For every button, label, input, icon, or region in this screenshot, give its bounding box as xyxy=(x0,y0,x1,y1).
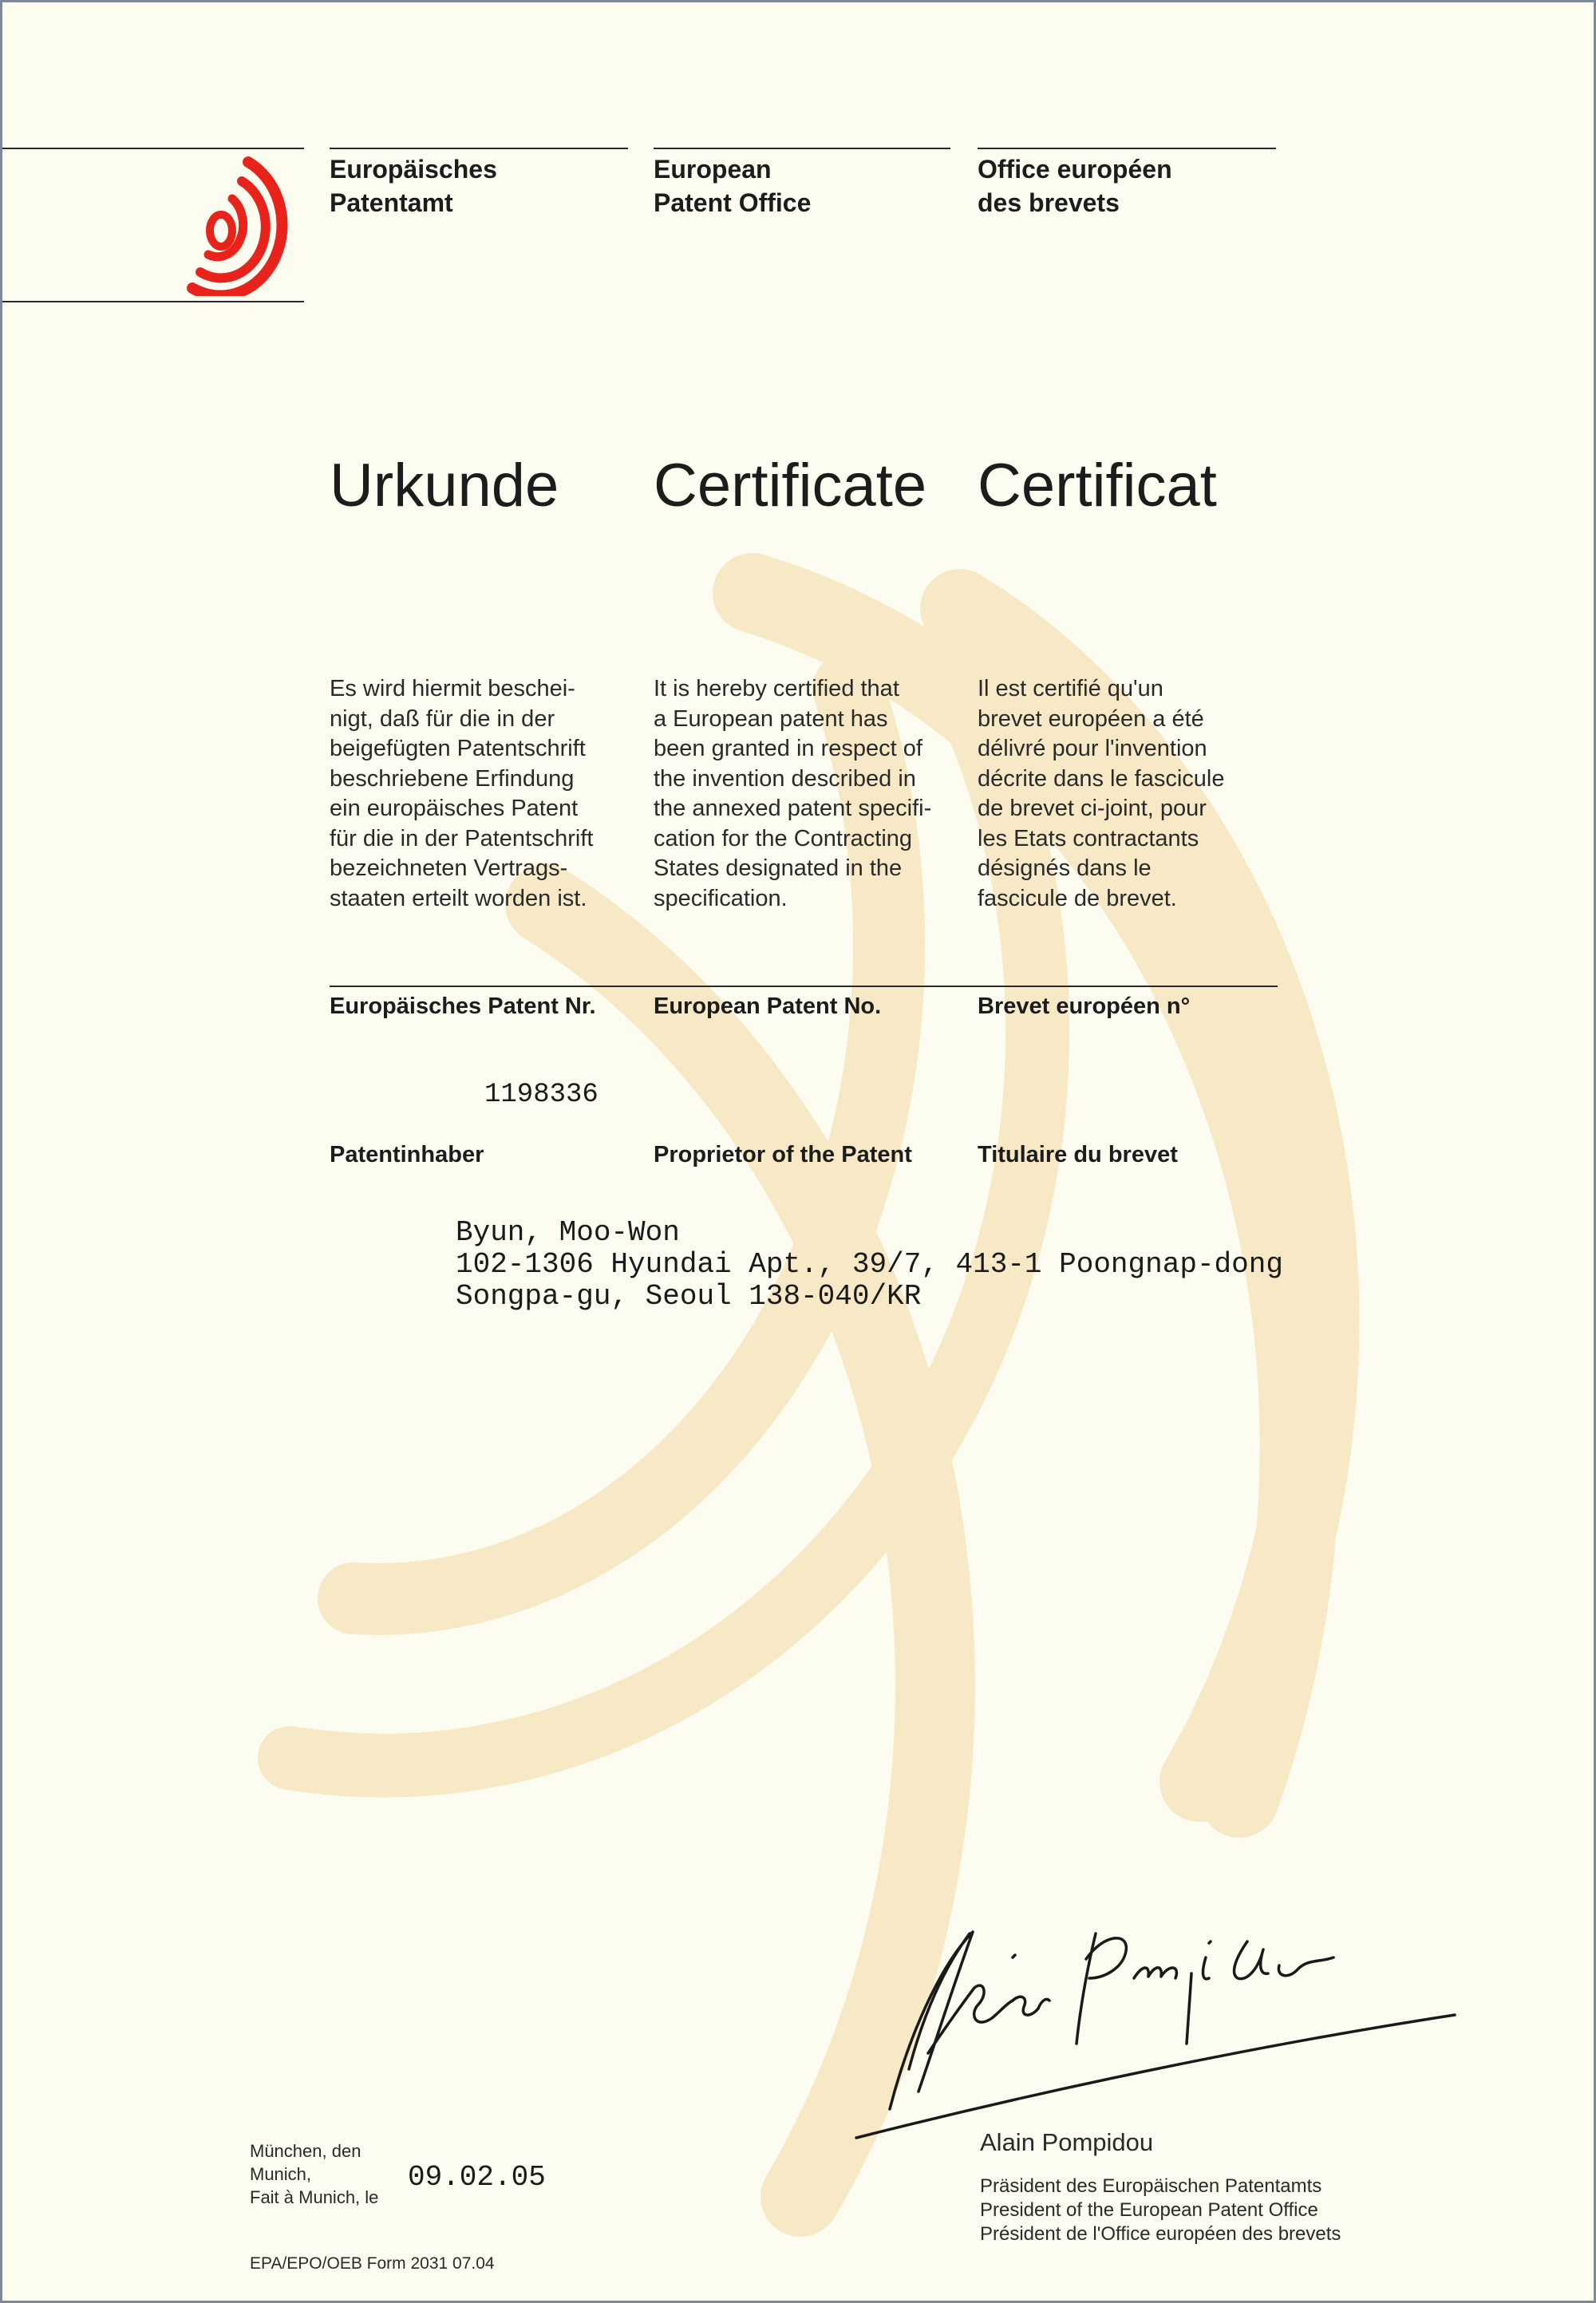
header-rule-left xyxy=(2,148,304,149)
place-of-issue: München, den Munich, Fait à Munich, le xyxy=(250,2141,379,2207)
proprietor-label-de: Patentinhaber xyxy=(330,1142,484,1167)
proprietor-address xyxy=(456,1217,1283,1313)
statement-fr: Il est certifié qu'un brevet européen a été délivré pour l'invention décrite dans le fascicule de brevet ci-joint, pour les Etats contractants désignés dans le fascicule de brevet. xyxy=(978,676,1225,911)
patent-no-label-de: Europäisches Patent Nr. xyxy=(330,993,596,1019)
signatory-name: Alain Pompidou xyxy=(980,2128,1154,2156)
proprietor-address-line-2: Songpa-gu, Seoul 138-040/KR xyxy=(456,1280,922,1313)
patent-number: 1198336 xyxy=(484,1080,598,1110)
signatory-titles: Präsident des Europäischen Patentamts President of the European Patent Office Président de l'Office européen des brevets xyxy=(980,2175,1341,2245)
office-name-de: Europäisches Patentamt xyxy=(330,155,497,217)
form-identifier: EPA/EPO/OEB Form 2031 07.04 xyxy=(250,2254,495,2273)
patent-no-label-fr: Brevet européen n° xyxy=(978,993,1191,1019)
proprietor-label-fr: Titulaire du brevet xyxy=(978,1142,1178,1167)
header-rule-left-bottom xyxy=(2,301,304,302)
office-name-fr: Office européen des brevets xyxy=(978,155,1172,217)
header-rule-en xyxy=(654,148,950,149)
issue-date: 09.02.05 xyxy=(408,2161,546,2194)
title-fr: Certificat xyxy=(978,452,1217,519)
header-rule-de xyxy=(330,148,628,149)
patent-no-label-en: European Patent No. xyxy=(654,993,882,1019)
patent-number-rule xyxy=(330,986,1278,987)
header-rule-fr xyxy=(978,148,1276,149)
statement-de: Es wird hiermit beschei- nigt, daß für die in der beigefügten Patentschrift beschriebene Erfindung ein europäisches Patent für die in der Patentschrift bezeichneten Vertrags- staaten erteilt worden ist. xyxy=(330,676,594,911)
handwritten-signature xyxy=(832,1838,1471,2141)
proprietor-label-en: Proprietor of the Patent xyxy=(654,1142,912,1167)
title-en: Certificate xyxy=(654,452,927,519)
office-name-en: European Patent Office xyxy=(654,155,812,217)
proprietor-name: Byun, Moo-Won xyxy=(456,1216,680,1249)
statement-en: It is hereby certified that a European patent has been granted in respect of the invention described in the annexed patent specifi- cation for the Contracting States designated in the specification. xyxy=(654,676,932,911)
epo-logo-icon xyxy=(184,154,293,296)
title-de: Urkunde xyxy=(330,452,559,519)
proprietor-address-line-1: 102-1306 Hyundai Apt., 39/7, 413-1 Poongnap-dong xyxy=(456,1248,1283,1281)
